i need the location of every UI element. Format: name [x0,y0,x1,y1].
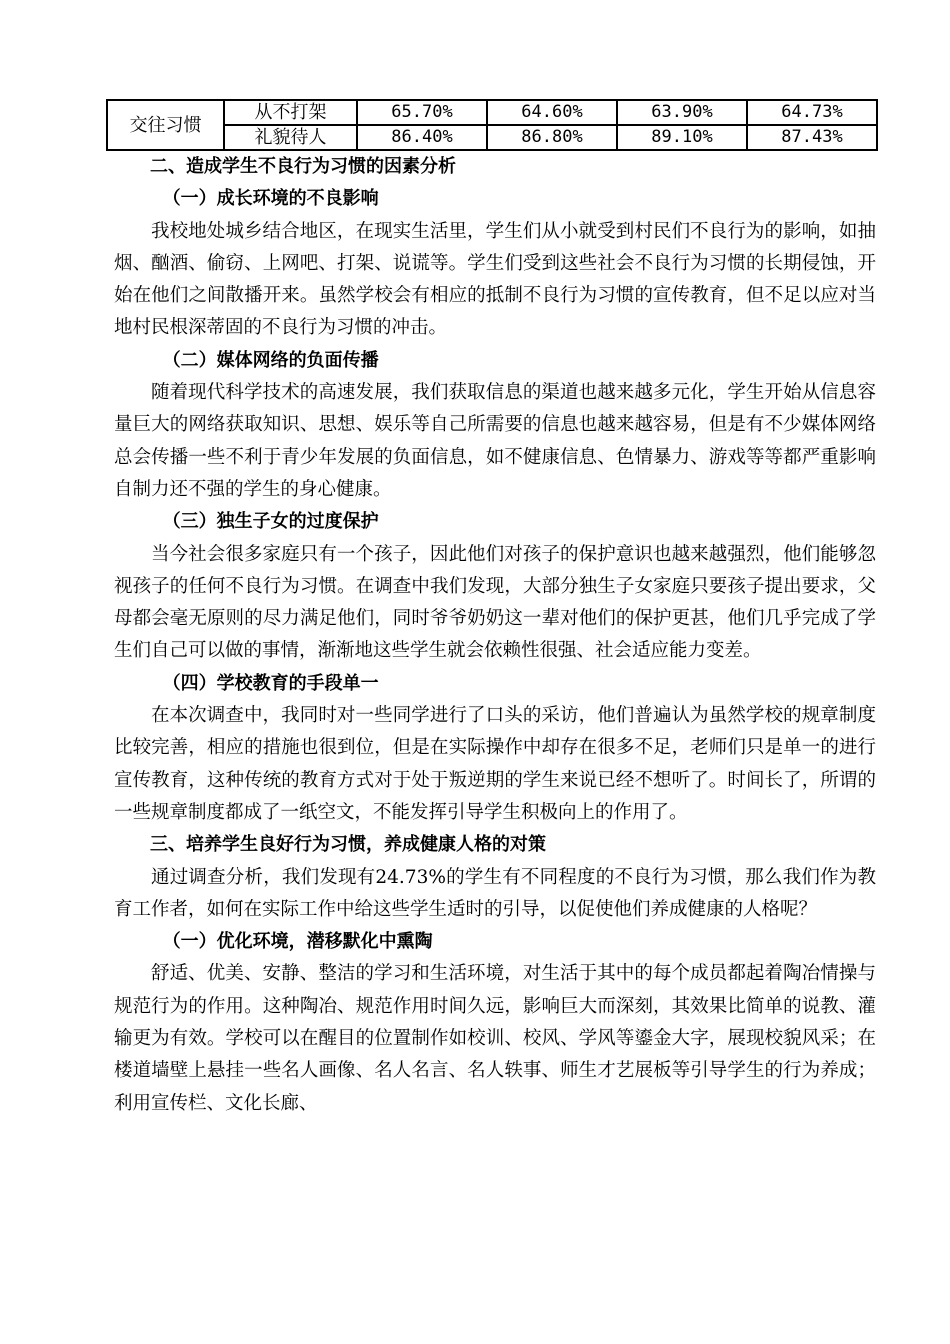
item-cell: 礼貌待人 [224,125,357,150]
document-body [114,151,876,1120]
paragraph: 在本次调查中，我同时对一些同学进行了口头的采访，他们普遍认为虽然学校的规章制度比较完善，相应的措施也很到位，但是在实际操作中却存在很多不足，老师们只是单一的进行宣传教育，这种传统的教育方式对于处于叛逆期的学生来说已经不想听了。时间长了，所谓的一些规章制度都成了一纸空文，不能发挥引导学生积极向上的作用了。 [114,705,876,823]
value-cell: 87.43% [747,125,877,150]
value-cell: 89.10% [617,125,747,150]
paragraph: 我校地处城乡结合地区，在现实生活里，学生们从小就受到村民们不良行为的影响，如抽烟、酗酒、偷窃、上网吧、打架、说谎等。学生们受到这些社会不良行为习惯的长期侵蚀，开始在他们之间散播开来。虽然学校会有相应的抵制不良行为习惯的宣传教育，但不足以应对当地村民根深蒂固的不良行为习惯的冲击。 [114,220,876,339]
paragraph: 当今社会很多家庭只有一个孩子，因此他们对孩子的保护意识也越来越强烈，他们能够忽视孩子的任何不良行为习惯。在调查中我们发现，大部分独生子女家庭只要孩子提出要求，父母都会毫无原则的尽力满足他们，同时爷爷奶奶这一辈对他们的保护更甚，他们几乎完成了学生们自己可以做的事情，渐渐地这些学生就会依赖性很强、社会适应能力变差。 [114,543,876,662]
subsection-heading: （一）优化环境，潜移默化中熏陶 [162,931,433,953]
value-cell: 64.60% [487,100,617,125]
paragraph: 舒适、优美、安静、整洁的学习和生活环境，对生活于其中的每个成员都起着陶冶情操与规范行为的作用。这种陶冶、规范作用时间久远，影响巨大而深刻，其效果比简单的说教、灌输更为有效。学校可以在醒目的位置制作如校训、校风、学风等鎏金大字，展现校貌风采；在楼道墙壁上悬挂一些名人画像、名人名言、名人轶事、师生才艺展板等引导学生的行为养成；利用宣传栏、文化长廊、 [114,963,876,1114]
subsection-heading: （二）媒体网络的负面传播 [162,349,379,371]
subsection-heading: （三）独生子女的过度保护 [162,511,379,533]
paragraph: 随着现代科学技术的高速发展，我们获取信息的渠道也越来越多元化，学生开始从信息容量巨大的网络获取知识、思想、娱乐等自己所需要的信息也越来越容易，但是有不少媒体网络总会传播一些不利于青少年发展的负面信息，如不健康信息、色情暴力、游戏等等都严重影响自制力还不强的学生的身心健康。 [114,382,876,500]
value-cell: 63.90% [617,100,747,125]
section-heading: 二、造成学生不良行为习惯的因素分析 [150,156,456,177]
item-cell: 从不打架 [224,100,357,125]
value-cell: 64.73% [747,100,877,125]
subsection-heading: （四）学校教育的手段单一 [162,672,379,694]
table-row [107,100,877,125]
subsection-heading: （一）成长环境的不良影响 [162,188,379,210]
value-cell: 65.70% [357,100,487,125]
paragraph: 通过调查分析，我们发现有24.73%的学生有不同程度的不良行为习惯，那么我们作为教育工作者，如何在实际工作中给这些学生适时的引导，以促使他们养成健康的人格呢？ [114,866,876,920]
value-cell: 86.40% [357,125,487,150]
section-heading: 三、培养学生良好行为习惯，养成健康人格的对策 [150,834,546,856]
habits-table [106,99,878,151]
value-cell: 86.80% [487,125,617,150]
category-cell: 交往习惯 [107,100,224,150]
